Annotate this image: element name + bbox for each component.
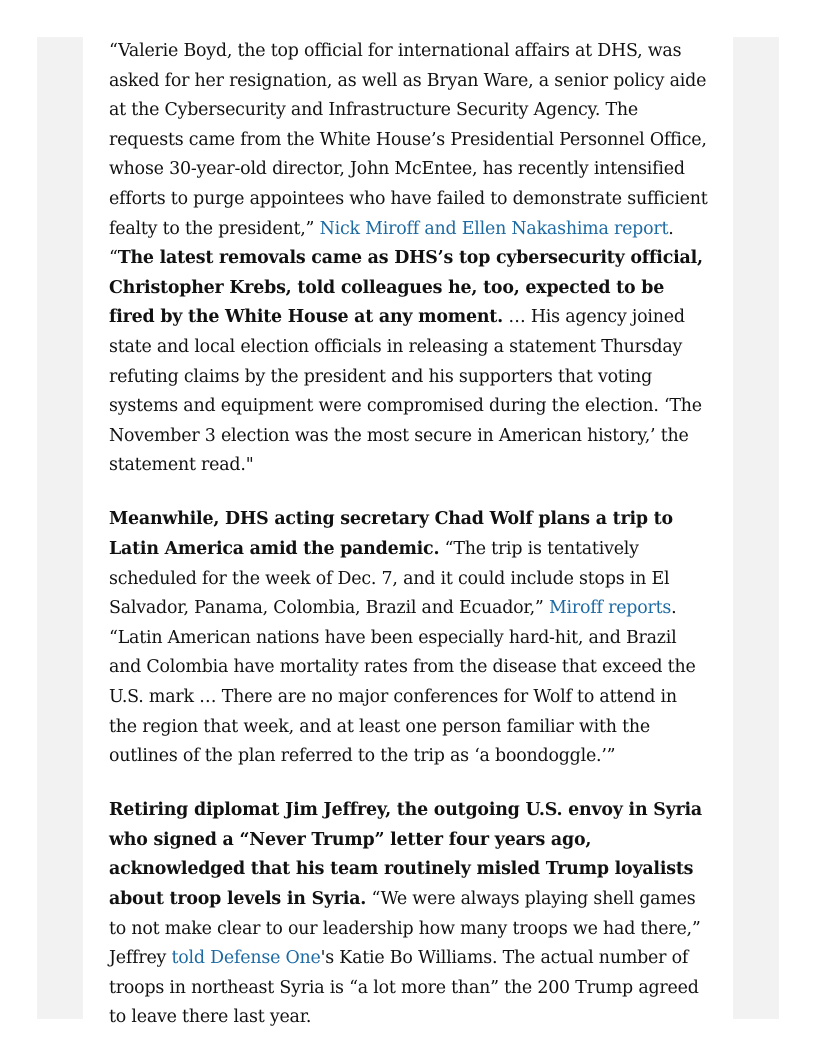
shell-games-quote: “We were always playing shell games to not make clear to our leadership how many troops we had there,” Jeffrey (109, 889, 701, 969)
article-body (109, 37, 709, 1058)
defense-one-link[interactable]: told Defense One (171, 948, 321, 969)
trip-schedule-text: “The trip is tentatively scheduled for the week of Dec. 7, and it could include stops in El Salvador, Panama, Colombia, Brazil and Ecuador,” (109, 539, 670, 619)
left-margin-panel (37, 37, 83, 1019)
troop-levels-text: 's Katie Bo Williams. The actual number of troops in northeast Syria is “a lot more than” the 200 Trump agreed to leave there last year. (109, 948, 699, 1028)
miroff-reports-link[interactable]: Miroff reports (548, 598, 672, 619)
paragraph-jeffrey-syria (109, 796, 709, 1033)
right-margin-panel (733, 37, 779, 1019)
krebs-highlight: The latest removals came as DHS’s top cybersecurity official, Christopher Krebs, told colleagues he, too, expected to be fired by the White House at any moment. (109, 248, 703, 328)
jeffrey-highlight: Retiring diplomat Jim Jeffrey, the outgoing U.S. envoy in Syria who signed a “Never Trump” letter four years ago, acknowledged that his team routinely misled Trump loyalists about troop levels in Syria. (109, 800, 702, 910)
statement-text: … His agency joined state and local election officials in releasing a statement Thursday refuting claims by the president and his supporters that voting systems and equipment were compromised during the election. ‘The November 3 election was the most secure in American history,’ the statement read." (109, 307, 702, 476)
miroff-nakashima-report-link[interactable]: Nick Miroff and Ellen Nakashima report (319, 218, 669, 239)
quote-text: “Valerie Boyd, the top official for international affairs at DHS, was asked for her resignation, as well as Bryan Ware, a senior policy aide at the Cybersecurity and Infrastructure Security Agency. The requests came from the White House’s Presidential Personnel Office, whose 30-year-old director, John McEntee, has recently intensified efforts to purge appointees who have failed to demonstrate sufficient fealty to the president,” (109, 41, 708, 239)
paragraph-wolf-trip (109, 505, 709, 771)
trip-details-text: . “Latin American nations have been especially hard-hit, and Brazil and Colombia have mortality rates from the disease that exceed the U.S. mark … There are no major conferences for Wolf to attend in the region that week, and at least one person familiar with the outlines of the plan referred to the trip as ‘a boondoggle.’” (109, 598, 696, 767)
paragraph-dhs-resignations (109, 37, 709, 481)
wolf-trip-highlight: Meanwhile, DHS acting secretary Chad Wolf plans a trip to Latin America amid the pandemic. (109, 509, 673, 559)
quote-connector: . “ (109, 218, 674, 269)
